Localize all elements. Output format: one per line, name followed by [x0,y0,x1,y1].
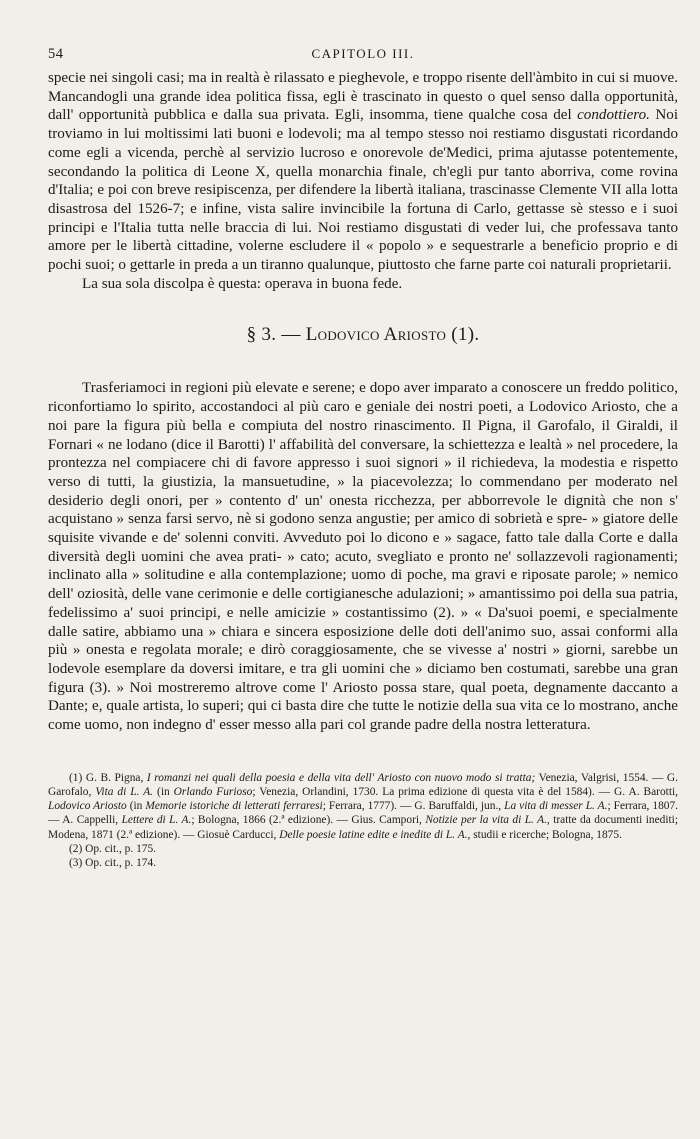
footnote-2: (2) Op. cit., p. 175. [69,842,156,855]
fn1-title: Memorie istoriche di letterati ferraresi [145,800,323,813]
section-prefix: § 3. — [246,324,306,346]
paragraph-1-italic: condottiero. [577,107,650,124]
body-text [48,69,678,735]
fn1-title: I romanzi nei quali della poesia e della vita dell' Ariosto con nuovo modo si tratta; [146,771,536,784]
paragraph-3: Trasferiamoci in regioni più elevate e serene; e dopo aver imparato a conoscere un freddo politico, riconfortiamo lo spirito, accostandoci al più caro e geniale dei nostri poeti, a Lodovico Ariosto, che a noi pare la figura più bella e compiuta del nostro rinascimento. Il Pigna, il Garofalo, il Giraldi, il Fornari « ne lodano (dice il Barotti) l' affabilità del conversare, la schiettezza e lealtà » nel procedere, la prontezza nel compiacere chi di favore appresso i suoi signori » il richiedeva, la modestia e rispetto verso di tutti, la giustizia, la mansuetudine, » la piacevolezza; lo commendano per moderato nel desiderio degli onori, per » contento d' un' onesta ricchezza, per abborrevole le dignità che non s' acquistano » senza farsi servo, nè si godono senza angustie; per amico di sobrietà e spre- » giatore delle squisite vivande e de' solenni conviti. Avveduto poi lo dicono e » sagace, fatto tale dalla Corte e dalla diversità degli uomini che avea prati- » cato; acuto, svegliato e pronto ne' sollazzevoli ragionamenti; inclinato alla » solitudine e alla contemplazione; uomo di poche, ma gravi e riposate parole; » nemico dell' oziosità, delle vane cerimonie e delle cortigianesche adulazioni; » amantissimo poi della sua patria, fedelissimo a' suoi principi, e nelle amicizie » costantissimo (2). » « Da'suoi poemi, e specialmente dalle satire, abbiamo una » chiara e sincera esposizione delle doti dell'animo suo, assai conformi alla più » onesta e regolata morale; e dirò coraggiosamente, che se vivesse a' nostri » giorni, sarebbe un lodevole esemplare da doversi imitare, e tra gli uomini che » diciamo ben costumati, sarebbe una gran figura (3). » Noi mostreremo altrove come l' Ariosto possa stare, qual poeta, degnamente daccanto a Dante; e, quale artista, lo superi; qui ci basta dire che tutte le notizie della sua vita ce lo mostrano, anche come uomo, non indegno d' esser messo alla pari col grande padre della nostra letteratura. [48,380,678,734]
footnote-1 [48,771,678,842]
fn1-part: ; Bologna, 1866 (2.ª edizione). — Gius. Campori, [191,814,426,827]
fn1-part: , tratte da documenti inediti; Modena, 1871 (2.ª edizione). — Giosuè Carducci, [48,814,678,841]
running-head [48,46,678,68]
footnotes [48,771,678,870]
paragraph-1 [48,69,678,275]
fn1-title: Orlando Furioso [173,786,253,798]
fn1-part: , studii e ricerche; Bologna, 1875. [467,828,622,841]
fn1-title: Lodovico Ariosto [48,800,127,813]
paragraph-1-text: specie nei singoli casi; ma in realtà è rilassato e pieghevole, e troppo risente dell'àmbito in cui si muove. Mancandogli una grande idea politica fissa, egli è trascinato in questo o quel senso dalla opportunità, dall' opportunità pubblica e dalla sua privata. Egli, insomma, tiene qualche cosa del [48,70,678,124]
fn1-part: (in [126,800,146,813]
fn1-title: Lettere di L. A. [121,814,192,827]
fn1-title: La vita di messer L. A. [504,800,608,813]
fn1-part: ; Venezia, Orlandini, 1730. La prima edizione di questa vita è del 1584). — G. A. Barotti, [252,786,678,798]
section-title: Lodovico Ariosto [305,324,447,346]
fn1-part: (1) G. B. Pigna, [69,771,147,784]
fn1-part: ; Ferrara, 1807. — A. Cappelli, [48,800,679,827]
fn1-part: ; Ferrara, 1777). — G. Baruffaldi, jun., [322,800,505,813]
book-page [48,0,678,870]
section-heading [48,324,678,346]
fn1-part: (in [153,786,174,798]
paragraph-2: La sua sola discolpa è questa: operava in buona fede. [82,275,403,292]
fn1-title: Notizie per la vita di L. A. [425,814,547,827]
footnote-3: (3) Op. cit., p. 174. [69,857,156,870]
paragraph-1-rest: Noi troviamo in lui moltissimi lati buoni e lodevoli; ma al tempo stesso noi restiamo disgustati ricordando come egli a vicenda, perchè al servizio lucroso e onorevole de'Medici, prima ajutasse potentemente, secondando la politica di Leone X, quella monarchia finale, ch'egli pur tanto aborriva, come rovina d'Italia; e poi con breve resipiscenza, per difendere la libertà italiana, trascinasse Clemente VII alla lotta disastrosa del 1526-7; e infine, vista salire invincibile la fortuna di Carlo, gettasse sè stesso e i suoi principi e l'Italia tutta nelle braccia di lui. Noi restiamo disgustati di veder lui, che professava tanto amore per le libertà cittadine, volerne escludere il « popolo » e sequestrarle a beneficio proprio e di pochi suoi; o gettarle in preda a un tiranno qualunque, piuttosto che farne parte coi naturali proprietarii. [48,107,679,274]
page-number: 54 [48,46,64,62]
chapter-title: CAPITOLO III. [311,46,415,61]
fn1-title: Vita di L. A. [95,786,154,798]
fn1-title: Delle poesie latine edite e inedite di L. A. [279,828,468,841]
section-footnote-ref: (1). [446,324,480,346]
fn1-part: Venezia, Valgrisi, 1554. — G. Garofalo, [48,771,679,798]
